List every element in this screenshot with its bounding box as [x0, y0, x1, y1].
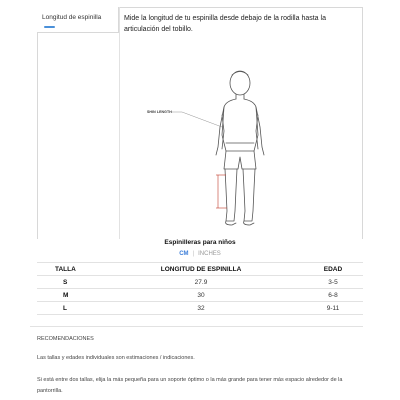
cell-size: S: [37, 276, 99, 289]
table-row: [37, 289, 363, 302]
unit-toggle: [0, 251, 400, 257]
child-figure-illustration: [150, 65, 280, 230]
unit-separator: |: [192, 251, 195, 257]
table-row: [37, 302, 363, 315]
table-row: [37, 276, 363, 289]
header-size: TALLA: [37, 263, 99, 276]
tab-label: Longitud de espinilla: [42, 14, 102, 21]
panel-divider: [119, 7, 120, 239]
size-table: [37, 262, 363, 315]
cell-size: M: [37, 289, 99, 302]
tab-active-indicator: [44, 26, 55, 28]
header-shin-length: LONGITUD DE ESPINILLA: [99, 263, 303, 276]
recommendations-note-2: Si está entre dos tallas, elija la más pequeña para un soporte óptimo o la más grande para tener más espacio alrededor de la pantorrilla.: [37, 377, 343, 394]
shin-length-label: SHIN LENGTH: [147, 110, 172, 114]
unit-inches-option[interactable]: INCHES: [198, 251, 221, 257]
cell-age: 9-11: [303, 302, 363, 315]
header-age: EDAD: [303, 263, 363, 276]
cell-size: L: [37, 302, 99, 315]
cell-shin-length: 30: [99, 289, 303, 302]
unit-cm-option[interactable]: CM: [179, 251, 189, 257]
table-title: Espinilleras para niños: [164, 239, 236, 246]
measurement-instructions: Mide la longitud de tu espinilla desde debajo de la rodilla hasta la articulación del tobillo.: [124, 15, 326, 33]
tab-shin-length[interactable]: [37, 7, 119, 33]
recommendations-note-1: Las tallas y edades individuales son estimaciones / indicaciones.: [37, 355, 195, 361]
table-header-row: [37, 263, 363, 276]
cell-shin-length: 32: [99, 302, 303, 315]
cell-age: 3-5: [303, 276, 363, 289]
cell-age: 6-8: [303, 289, 363, 302]
cell-shin-length: 27.9: [99, 276, 303, 289]
recommendations-divider: [30, 326, 363, 327]
recommendations-title: RECOMENDACIONES: [37, 336, 94, 342]
